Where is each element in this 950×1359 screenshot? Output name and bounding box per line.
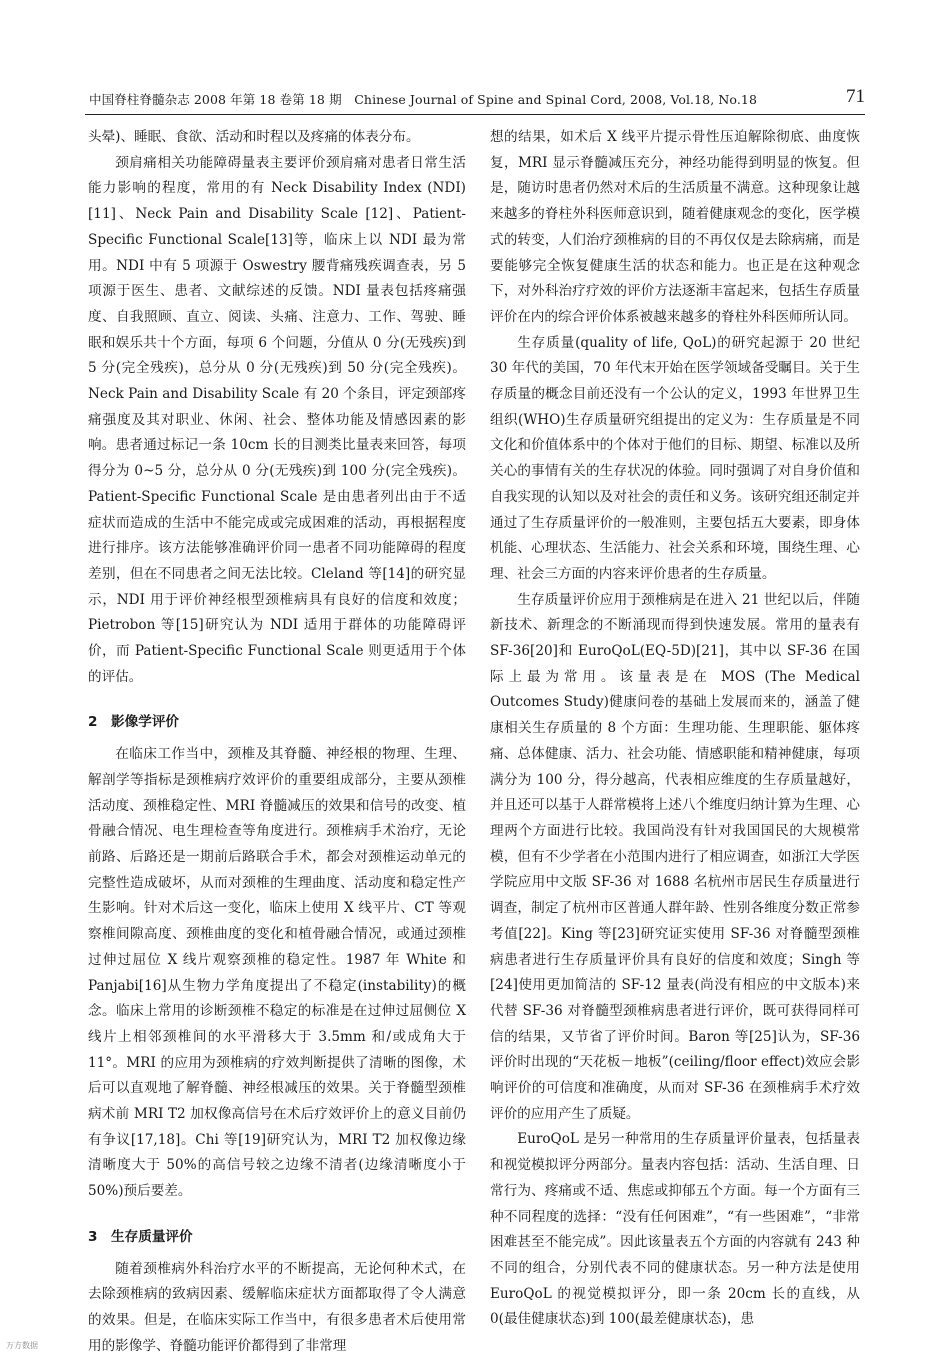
paragraph: 想的结果，如术后 X 线平片提示骨性压迫解除彻底、曲度恢复，MRI 显示脊髓减压充分，神经功能得到明显的恢复。但是，随访时患者仍然对术后的生活质量不满意。这种现象让越来越多的脊柱外科医师意识到，随着健康观念的变化，医学模式的转变，人们治疗颈椎病的目的不再仅仅是去除病痛，而是要能够完全恢复健康生活的状态和能力。也正是在这种观念下，对外科治疗疗效的评价方法逐渐丰富起来，包括生存质量评价在内的综合评价体系被越来越多的脊柱外科医师所认同。 bbox=[490, 129, 860, 325]
journal-title: 中国脊柱脊髓杂志 2008 年第 18 卷第 18 期 Chinese Journal of Spine and Spinal Cord, 2008, Vol.18, No.18 bbox=[89, 92, 757, 107]
section-heading-quality-of-life: 3 生存质量评价 bbox=[88, 1228, 193, 1245]
paragraph: EuroQoL 是另一种常用的生存质量评价量表，包括量表和视觉模拟评分两部分。量表内容包括：活动、生活自理、日常行为、疼痛或不适、焦虑或抑郁五个方面。每一个方面有三种不同程度的选择：“没有任何困难”，“有一些困难”，“非常困难甚至不能完成”。因此该量表五个方面的内容就有 243 种不同的组合，分别代表不同的健康状态。另一种方法是使用 EuroQoL 的视觉模拟评分，即一条 20cm 长的直线，从 0(最佳健康状态)到 100(最差健康状态)，患 bbox=[490, 1131, 860, 1328]
paragraph: 生存质量评价应用于颈椎病是在进入 21 世纪以后，伴随新技术、新理念的不断涌现而得到快速发展。常用的量表有 SF-36[20]和 EuroQoL(EQ-5D)[21]，其中以 SF-36 在国际上最为常用。该量表是在 MOS (The Medical Outcomes Study)健康问卷的基础上发展而来的，涵盖了健康相关生存质量的 8 个方面：生理功能、生理职能、躯体疼痛、总体健康、活力、社会功能、情感职能和精神健康，每项满分为 100 分，得分越高，代表相应维度的生存质量越好，并且还可以基于人群常模将上述八个维度归纳计算为生理、心理两个方面进行比较。我国尚没有针对我国国民的大规模常模，但有不少学者在小范围内进行了相应调查，如浙江大学医学院应用中文版 SF-36 对 1688 名杭州市居民生存质量进行调查，制定了杭州市区普通人群年龄、性别各维度分数正常参考值[22]。King 等[23]研究证实使用 SF-36 对脊髓型颈椎病患者进行生存质量评价具有良好的信度和效度；Singh 等[24]使用更加简洁的 SF-12 量表(尚没有相应的中文版本)来代替 SF-36 对脊髓型颈椎病患者进行评价，既可获得同样可信的结果，又节省了评价时间。Baron 等[25]认为，SF-36 评价时出现的“天花板－地板”(ceiling/floor effect)效应会影响评价的可信度和准确度，从而对 SF-36 在颈椎病手术疗效评价的应用产生了质疑。 bbox=[490, 591, 860, 1122]
right-column bbox=[490, 125, 860, 1333]
left-column bbox=[88, 125, 466, 1359]
paragraph: 在临床工作当中，颈椎及其脊髓、神经根的物理、生理、解剖学等指标是颈椎病疗效评价的重要组成部分，主要从颈椎活动度、颈椎稳定性、MRI 脊髓减压的效果和信号的改变、植骨融合情况、电生理检查等角度进行。颈椎病手术治疗，无论前路、后路还是一期前后路联合手术，都会对颈椎运动单元的完整性造成破坏，从而对颈椎的生理曲度、活动度和稳定性产生影响。针对术后这一变化，临床上使用 X 线平片、CT 等观察椎间隙高度、颈椎曲度的变化和植骨融合情况，或通过颈椎过伸过屈位 X 线片观察颈椎的稳定性。1987 年 White 和 Panjabi[16]从生物力学角度提出了不稳定(instability)的概念。临床上常用的诊断颈椎不稳定的标准是在过伸过屈侧位 X 线片上相邻颈椎间的水平滑移大于 3.5mm 和/或成角大于 11°。MRI 的应用为颈椎病的疗效判断提供了清晰的图像，术后可以直观地了解脊髓、神经根减压的效果。关于脊髓型颈椎病术前 MRI T2 加权像高信号在术后疗效评价上的意义目前仍有争议[17,18]。Chi 等[19]研究认为，MRI T2 加权像边缘清晰度大于 50%的高信号较之边缘不清者(边缘清晰度小于 50%)预后要差。 bbox=[88, 746, 466, 1200]
paragraph: 颈肩痛相关功能障碍量表主要评价颈肩痛对患者日常生活能力影响的程度，常用的有 Neck Disability Index (NDI)[11]、Neck Pain and Disability Scale [12]、Patient-Specific Functional Scale[13]等，临床上以 NDI 最为常用。NDI 中有 5 项源于 Oswestry 腰背痛残疾调查表，另 5 项源于医生、患者、文献综述的反馈。NDI 量表包括疼痛强度、自我照顾、直立、阅读、头痛、注意力、工作、驾驶、睡眠和娱乐共十个方面，每项 6 个问题，分值从 0 分(无残疾)到 5 分(完全残疾)，总分从 0 分(无残疾)到 50 分(完全残疾)。Neck Pain and Disability Scale 有 20 个条目，评定颈部疼痛强度及其对职业、休闲、社会、整体功能及情感因素的影响。患者通过标记一条 10cm 长的目测类比量表来回答，每项得分为 0~5 分，总分从 0 分(无残疾)到 100 分(完全残疾)。Patient-Specific Functional Scale 是由患者列出由于不适症状而造成的生活中不能完成或完成困难的活动，再根据程度进行排序。该方法能够准确评价同一患者不同功能障碍的程度差别，但在不同患者之间无法比较。Cleland 等[14]的研究显示，NDI 用于评价神经根型颈椎病具有良好的信度和效度；Pietrobon 等[15]研究认为 NDI 适用于群体的功能障碍评价，而 Patient-Specific Functional Scale 则更适用于个体的评估。 bbox=[88, 154, 466, 685]
page-number: 71 bbox=[846, 86, 865, 107]
paragraph: 随着颈椎病外科治疗水平的不断提高，无论何种术式，在去除颈椎病的致病因素、缓解临床症状方面都取得了令人满意的效果。但是，在临床实际工作当中，有很多患者术后使用常用的影像学、脊髓功能评价都得到了非常理 bbox=[88, 1260, 466, 1354]
paragraph: 头晕)、睡眠、食欲、活动和时程以及疼痛的体表分布。 bbox=[88, 129, 420, 145]
running-header bbox=[85, 84, 865, 115]
section-heading-imaging: 2 影像学评价 bbox=[88, 714, 180, 731]
paragraph: 生存质量(quality of life, QoL)的研究起源于 20 世纪 30 年代的美国，70 年代末开始在医学领域备受瞩目。关于生存质量的概念目前还没有一个公认的定义，1993 年世界卫生组织(WHO)生存质量研究组提出的定义为：生存质量是不同文化和价值体系中的个体对于他们的目标、期望、标准以及所关心的事情有关的生存状况的体验。同时强调了对自身价值和自我实现的认知以及对社会的责任和义务。该研究组还制定并通过了生存质量评价的一般准则，主要包括五大要素，即身体机能、心理状态、生活能力、社会关系和环境，围绕生理、心理、社会三方面的内容来评价患者的生存质量。 bbox=[490, 334, 860, 582]
watermark: 万方数据 bbox=[6, 1341, 38, 1350]
